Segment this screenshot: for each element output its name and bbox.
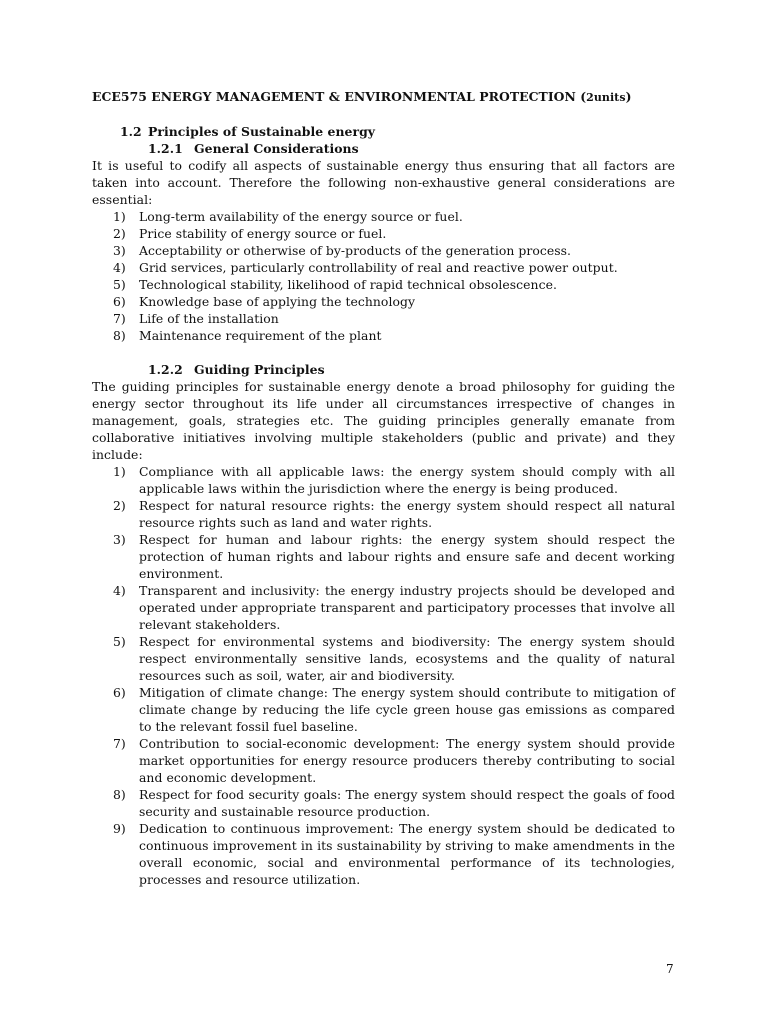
list-item-marker: 1) [113, 464, 126, 479]
list-item-text: Respect for food security goals: The energy system should respect the goals of food security and sustainable resource production. [139, 787, 675, 819]
list-item [92, 276, 675, 293]
list-item [92, 242, 675, 259]
list-item [92, 582, 675, 633]
list-item-marker: 5) [113, 634, 126, 649]
section-1-2-2-title: Guiding Principles [194, 362, 325, 377]
list-item-text: Knowledge base of applying the technology [139, 294, 415, 309]
list-item-marker: 8) [113, 328, 126, 343]
list-item [92, 463, 675, 497]
list-item [92, 497, 675, 531]
list-item-marker: 7) [113, 736, 126, 751]
list-item [92, 820, 675, 888]
section-1-2-1-number: 1.2.1 [148, 141, 183, 156]
general-considerations-list [92, 208, 675, 344]
list-item-marker: 3) [113, 243, 126, 258]
list-item-text: Price stability of energy source or fuel. [139, 226, 387, 241]
page-number: 7 [666, 962, 674, 976]
list-item-text: Maintenance requirement of the plant [139, 328, 382, 343]
document-title-units: 2units [586, 91, 626, 104]
guiding-principles-intro: The guiding principles for sustainable energy denote a broad philosophy for guiding the energy sector throughout its life under all circumstances irrespective of changes in management, goals, strategies etc. The guiding principles generally emanate from collaborative initiatives involving multiple stakeholders (public and private) and they include: [92, 379, 675, 462]
list-item-text: Grid services, particularly controllability of real and reactive power output. [139, 260, 618, 275]
list-item [92, 259, 675, 276]
list-item-marker: 8) [113, 787, 126, 802]
list-item-text: Technological stability, likelihood of rapid technical obsolescence. [139, 277, 557, 292]
list-item-marker: 4) [113, 260, 126, 275]
list-item [92, 310, 675, 327]
section-1-2-title: Principles of Sustainable energy [148, 124, 376, 139]
list-item-marker: 4) [113, 583, 126, 598]
list-item [92, 786, 675, 820]
list-item-text: Contribution to social-economic development: The energy system should provide market opportunities for energy resource producers thereby contributing to social and economic development. [139, 736, 675, 785]
document-title-close: ) [625, 89, 632, 104]
section-1-2-number: 1.2 [120, 124, 142, 139]
list-item [92, 225, 675, 242]
guiding-principles-list [92, 463, 675, 888]
document-title-main: ECE575 ENERGY MANAGEMENT & ENVIRONMENTAL PROTECTION ( [92, 89, 587, 104]
list-item-text: Long-term availability of the energy source or fuel. [139, 209, 463, 224]
list-item-text: Respect for human and labour rights: the energy system should respect the protection of human rights and labour rights and ensure safe and decent working environment. [139, 532, 675, 581]
list-item-text: Respect for natural resource rights: the energy system should respect all natural resource rights such as land and water rights. [139, 498, 675, 530]
list-item-marker: 5) [113, 277, 126, 292]
list-item [92, 293, 675, 310]
list-item-text: Transparent and inclusivity: the energy industry projects should be developed and operated under appropriate transparent and participatory processes that involve all relevant stakeholders. [139, 583, 675, 632]
list-item [92, 684, 675, 735]
list-item-marker: 6) [113, 685, 126, 700]
list-item-marker: 3) [113, 532, 126, 547]
list-item [92, 531, 675, 582]
list-item [92, 327, 675, 344]
list-item-text: Acceptability or otherwise of by-products of the generation process. [139, 243, 572, 258]
list-item-text: Life of the installation [139, 311, 279, 326]
document-page [92, 88, 675, 888]
document-title [92, 88, 675, 106]
list-item-text: Respect for environmental systems and biodiversity: The energy system should respect environmentally sensitive lands, ecosystems and the quality of natural resources such as soil, water, air and biodiversity. [139, 634, 675, 683]
section-1-2-1-title: General Considerations [194, 141, 359, 156]
section-1-2-heading [92, 123, 675, 140]
list-item-marker: 7) [113, 311, 126, 326]
list-item-text: Mitigation of climate change: The energy system should contribute to mitigation of climate change by reducing the life cycle green house gas emissions as compared to the relevant fossil fuel baseline. [139, 685, 675, 734]
list-item-text: Compliance with all applicable laws: the energy system should comply with all applicable laws within the jurisdiction where the energy is being produced. [139, 464, 675, 496]
list-item-marker: 9) [113, 821, 126, 836]
section-1-2-2-number: 1.2.2 [148, 362, 183, 377]
list-item [92, 735, 675, 786]
list-item [92, 208, 675, 225]
list-item-marker: 6) [113, 294, 126, 309]
list-item-marker: 2) [113, 498, 126, 513]
section-1-2-2-heading [92, 361, 675, 378]
list-item-text: Dedication to continuous improvement: The energy system should be dedicated to continuous improvement in its sustainability by striving to make amendments in the overall economic, social and environmental performance of its technologies, processes and resource utilization. [139, 821, 675, 887]
list-item-marker: 1) [113, 209, 126, 224]
section-1-2-1-heading [92, 140, 675, 157]
general-considerations-intro: It is useful to codify all aspects of sustainable energy thus ensuring that all factors are taken into account. Therefore the following non-exhaustive general considerations are essential: [92, 158, 675, 207]
list-item [92, 633, 675, 684]
list-item-marker: 2) [113, 226, 126, 241]
